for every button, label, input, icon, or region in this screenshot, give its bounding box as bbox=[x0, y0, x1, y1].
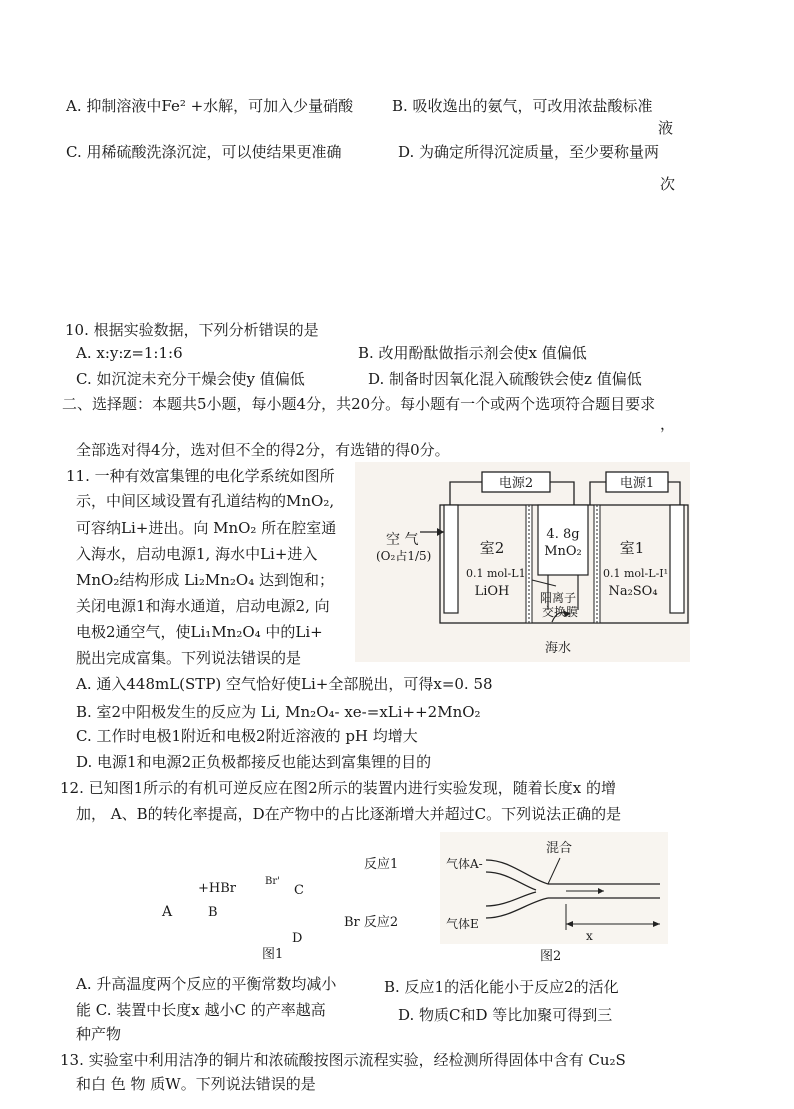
fig2-length-label: x bbox=[586, 929, 593, 943]
q12-option-b: B. 反应1的活化能小于反应2的活化 bbox=[384, 978, 619, 996]
q11-stem-line-2: 示，中间区域设置有孔道结构的MnO₂, bbox=[76, 492, 335, 510]
q12-stem-line-1: 12. 已知图1所示的有机可逆反应在图2所示的装置内进行实验发现，随着长度x 的增 bbox=[60, 779, 616, 797]
q12-option-a-cont-2: 种产物 bbox=[76, 1025, 122, 1043]
q13-stem-line-2: 和白 色 物 质W。下列说法错误的是 bbox=[76, 1075, 316, 1093]
q9-option-c: C. 用稀硫酸洗涤沉淀，可以使结果更准确 bbox=[66, 143, 342, 161]
section-2-comma: ， bbox=[660, 415, 676, 433]
fig2-gas-a-label: 气体A- bbox=[446, 857, 483, 871]
q11-stem-line-1: 11. 一种有效富集锂的电化学系统如图所 bbox=[66, 467, 335, 485]
membrane-label-line-2: 交换膜 bbox=[541, 605, 579, 619]
q12-stem-line-2: 加， A、B的转化率提高，D在产物中的占比逐渐增大并超过C。下列说法正确的是 bbox=[76, 805, 622, 823]
room-2-label: 室2 bbox=[479, 539, 505, 557]
fig2-gas-e-label: 气体E bbox=[446, 917, 479, 931]
q11-stem-line-5: MnO₂结构形成 Li₂Mn₂O₄ 达到饱和； bbox=[76, 571, 334, 589]
fig2-caption: 图2 bbox=[540, 949, 562, 964]
q13-stem-line-1: 13. 实验室中利用洁净的铜片和浓硫酸按图示流程实验，经检测所得固体中含有 Cu₂S bbox=[60, 1051, 626, 1069]
section-2-scoring: 全部选对得4分，选对但不全的得2分，有选错的得0分。 bbox=[76, 441, 450, 459]
q11-stem-line-3: 可容纳Li+进出。向 MnO₂ 所在腔室通 bbox=[76, 519, 337, 537]
fig1-compound-c: C bbox=[294, 883, 304, 898]
q9-option-d-cont: 次 bbox=[660, 175, 676, 193]
q9-option-b: B. 吸收逸出的氨气，可改用浓盐酸标准 bbox=[392, 97, 653, 115]
fig1-compound-b: B bbox=[208, 905, 218, 920]
q10-option-a: A. x:y:z=1:1:6 bbox=[76, 344, 183, 362]
q11-stem-line-6: 关闭电源1和海水通道，启动电源2, 向 bbox=[76, 597, 330, 615]
q11-stem-line-7: 电极2通空气，使Li₁Mn₂O₄ 中的Li+ bbox=[76, 623, 323, 641]
q12-option-a-cont-and-c: 能 C. 装置中长度x 越小C 的产率越高 bbox=[76, 1001, 326, 1019]
section-2-heading: 二、选择题：本题共5小题，每小题4分，共20分。每小题有一个或两个选项符合题目要求 bbox=[62, 395, 656, 413]
q10-option-c: C. 如沉淀未充分干燥会使y 值偏低 bbox=[76, 370, 305, 388]
power-1-label: 电源1 bbox=[619, 476, 655, 491]
q12-option-a: A. 升高温度两个反应的平衡常数均减小 bbox=[76, 975, 337, 993]
q11-option-b: B. 室2中阳极发生的反应为 Li, Mn₂O₄- xe-=xLi++2MnO₂ bbox=[76, 703, 481, 721]
q9-option-a: A. 抑制溶液中Fe² +水解，可加入少量硝酸 bbox=[66, 97, 354, 115]
na2so4-label: Na₂SO₄ bbox=[608, 584, 658, 599]
mno2-mass-label: 4. 8g bbox=[546, 527, 580, 542]
fig1-caption: 图1 bbox=[262, 947, 284, 962]
fig1-reaction-1: 反应1 bbox=[364, 857, 399, 872]
room-1-label: 室1 bbox=[619, 539, 645, 557]
q12-option-d: D. 物质C和D 等比加聚可得到三 bbox=[398, 1006, 613, 1024]
q10-option-b: B. 改用酚酞做指示剂会使x 值偏低 bbox=[358, 344, 587, 362]
q11-option-c: C. 工作时电极1附近和电极2附近溶液的 pH 均增大 bbox=[76, 727, 418, 745]
lioh-label: LiOH bbox=[474, 584, 510, 599]
q11-option-a: A. 通入448mL(STP) 空气恰好使Li+全部脱出，可得x=0. 58 bbox=[76, 675, 493, 693]
q11-option-d: D. 电源1和电源2正负极都接反也能达到富集锂的目的 bbox=[76, 753, 432, 771]
seawater-label: 海水 bbox=[544, 641, 572, 656]
q11-stem-line-4: 入海水，启动电源1, 海水中Li+进入 bbox=[76, 545, 318, 563]
fig1-hbr: +HBr bbox=[198, 881, 236, 896]
fig1-reaction-2: Br 反应2 bbox=[344, 915, 399, 930]
q10-option-d: D. 制备时因氧化混入硫酸铁会使z 值偏低 bbox=[368, 370, 642, 388]
membrane-label-line-1: 阳离子 bbox=[539, 591, 577, 605]
q9-option-b-cont: 液 bbox=[658, 119, 674, 137]
q11-stem-line-8: 脱出完成富集。下列说法错误的是 bbox=[76, 649, 302, 667]
power-2-label: 电源2 bbox=[498, 476, 534, 491]
room-2-concentration: 0.1 mol-L1 bbox=[466, 567, 526, 580]
fig1-compound-d: D bbox=[292, 931, 303, 946]
mno2-label: MnO₂ bbox=[544, 544, 582, 559]
fig2-mix-label: 混合 bbox=[546, 841, 573, 856]
air-label: 空 气 bbox=[386, 532, 419, 548]
q9-option-d: D. 为确定所得沉淀质量，至少要称量两 bbox=[398, 143, 660, 161]
q10-stem: 10. 根据实验数据，下列分析错误的是 bbox=[65, 321, 319, 339]
fig1-compound-a: A bbox=[162, 904, 173, 920]
oxygen-fraction-label: (O₂占1/5) bbox=[376, 549, 432, 563]
fig1-br-superscript: Br' bbox=[265, 876, 280, 887]
room-1-concentration: 0.1 mol-L-I¹ bbox=[603, 567, 669, 580]
